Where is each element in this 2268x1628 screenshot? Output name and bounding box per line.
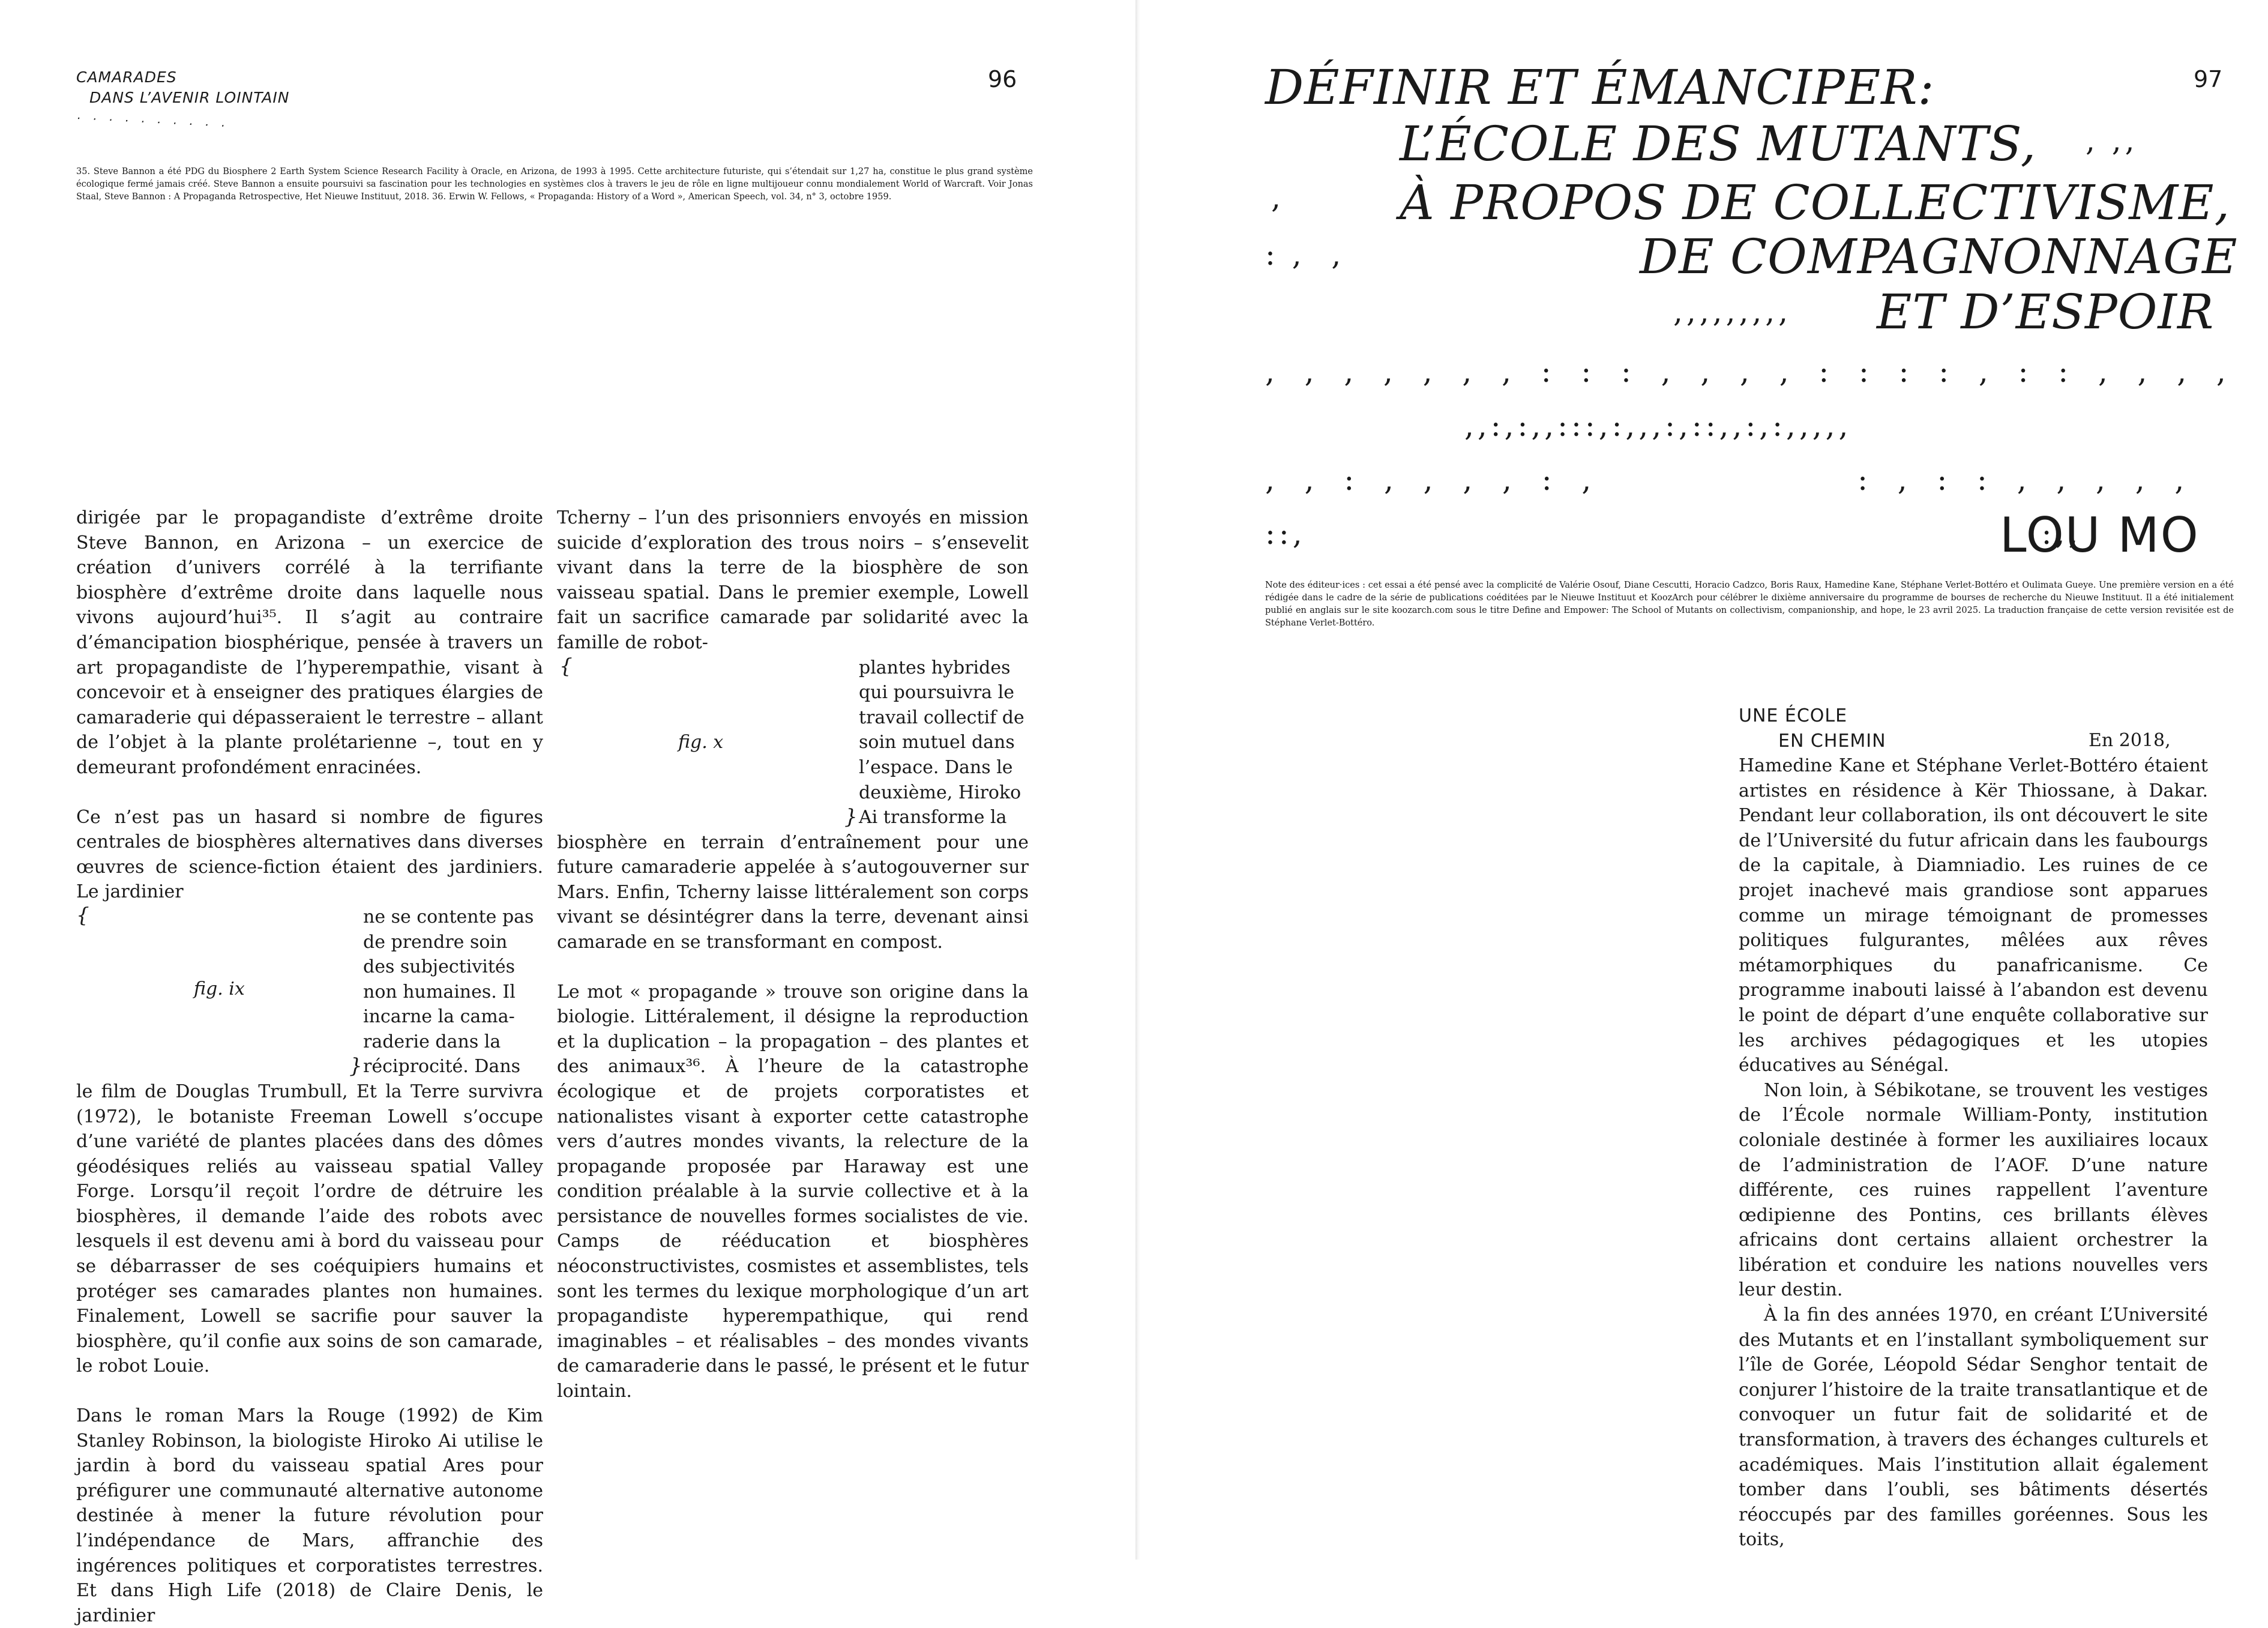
paragraph: le film de Douglas Trumbull, Et la Terre survivra (1972), le botaniste Freeman Lowell s’occupe d’une variété de plantes placées dans des dômes géodésiques reliés au vaisseau spatial Valley Forge. Lorsqu’il reçoit l’ordre de détruire les biosphères, il demande l’aide des robots avec lesquels il est devenu ami à bord du vaisseau pour se débarrasser de ses coéquipiers humains et protéger ses camarades plantes non humaines. Finalement, Lowell se sacrifie pour sauver la biosphère, qu’il confie aux soins de son camarade, le robot Louie.	[76, 1081, 543, 1377]
figure-label: fig. x	[678, 731, 724, 753]
figure-wrap-text	[363, 905, 543, 1079]
paragraph-start: En 2018,	[2089, 730, 2171, 751]
wrap-line: de prendre soin	[363, 931, 508, 953]
footnotes: 35. Steve Bannon a été PDG du Biosphere 2 Earth System Science Research Facility à Oracle, en Arizona, de 1993 à 1995. Cette architecture futuriste, qui s’étendait sur 1,27 ha, constitue le plus grand système écologique fermé jamais créé. Steve Bannon a ensuite poursuivi sa fascination pour les technologies en systèmes clos à travers le jeu de rôle en ligne multijoueur connu mondialement World of Warcraft. Voir Jonas Staal, Steve Bannon : A Propaganda Retrospective, Het Nieuwe Instituut, 2018. 36. Erwin W. Fellows, « Propaganda: History of a Word », American Speech, vol. 34, n° 3, octobre 1959.	[76, 167, 1033, 202]
section-heading	[1739, 704, 1886, 753]
running-head-line1: CAMARADES	[76, 68, 177, 86]
title-line-5: ET D’ESPOIR	[1877, 284, 2215, 340]
wrap-line: des subjectivités	[363, 956, 516, 978]
paragraph: Le mot « propagande » trouve son origine dans la biologie. Littéralement, il désigne la reproduction et la duplication – la propagation – des plantes et des animaux³⁶. À l’heure de la catastrophe écologique et de projets corporatistes et nationalistes visant à exporter cette catastrophe vers d’autres mondes vivants, la relecture de la propagande proposée par Haraway est une condition préalable à la survie collective et à la persistance de nouvelles formes socialistes de vie. Camps de rééducation et biosphères néoconstructivistes, cosmistes et assemblistes, tels sont les termes du lexique morphologique d’un art propagandiste hyperempathique, qui rend imaginables – et réalisables – des mondes vivants de camaraderie dans le passé, le présent et le futur lointain.	[557, 981, 1029, 1402]
wrap-line: incarne la cama-	[363, 1006, 515, 1028]
right-page	[1140, 0, 2268, 1560]
paragraph: biosphère en terrain d’entraînement pour une future camaraderie appelée à s’autogouverner sur Mars. Enfin, Tcherny laisse littéralement son corps vivant se désintégrer dans la terre, devenant ainsi camarade en se transformant en compost.	[557, 831, 1029, 953]
left-column-2	[557, 505, 1029, 1404]
running-head-dots: . . . . . . . . . .	[77, 107, 230, 130]
author-name: LOU MO	[2000, 507, 2200, 563]
title-line-2: L’ÉCOLE DES MUTANTS,	[1400, 116, 2037, 172]
page-number-left: 96	[988, 66, 1017, 92]
punctuation-row: ::, :,,	[1265, 516, 2082, 551]
paragraph: Tcherny – l’un des prisonniers envoyés en mission suicide d’exploration des trous noirs – s’ensevelit vivant dans la terre de la biosphère de son vaisseau spatial. Dans le premier exemple, Lowell fait un sacrifice camarade par solidarité avec la famille de robot-	[557, 507, 1029, 653]
title-punctuation: : , ,	[1265, 237, 1345, 272]
paragraph: Non loin, à Sébikotane, se trouvent les vestiges de l’École normale William-Ponty, institution coloniale destinée à former les auxiliaires locaux de l’administration de l’AOF. D’une nature différente, ces ruines rappellent l’aventure œdipienne des Pontins, ces brillants élèves africains dont certains allaient orchestrer la libération et conduire les nations nouvelles vers leur destin.	[1739, 1079, 2208, 1301]
paragraph: Ce n’est pas un hasard si nombre de figures centrales de biosphères alternatives dans diverses œuvres de science-fiction étaient des jardiniers. Le jardinier	[76, 806, 543, 903]
running-head	[76, 67, 290, 130]
paragraph: À la fin des années 1970, en créant L’Université des Mutants et en l’installant symboliquement sur l’île de Gorée, Léopold Sédar Senghor tentait de conjurer l’histoire de la traite transatlantique et de convoquer un futur fait de solidarité et de transformation, à travers des échanges culturels et académiques. Mais l’institution allait également tomber dans l’oubli, ses bâtiments désertés réoccupés par des familles goréennes. Sous les toits,	[1739, 1304, 2208, 1551]
left-column-1	[76, 505, 543, 1628]
figure-wrap-block	[76, 905, 543, 1079]
figure-label: fig. ix	[194, 978, 245, 999]
running-head-line2: DANS L’AVENIR LOINTAIN	[89, 89, 290, 106]
book-gutter	[1136, 0, 1140, 1560]
bracket-close-glyph: }	[844, 804, 858, 829]
title-punctuation: ,,,,,,,,,	[1673, 294, 1792, 329]
bracket-open-glyph: {	[76, 903, 89, 927]
punctuation-row: ,,:,:,,:::,:,,,:,::,,:,:,,,,,	[1464, 408, 1852, 443]
right-column	[1739, 753, 2208, 1552]
wrap-line: raderie dans la	[363, 1031, 501, 1052]
bracket-close-glyph: }	[349, 1054, 362, 1078]
paragraph: dirigée par le propagandiste d’extrême droite Steve Bannon, en Arizona – un exercice de création d’univers corrélé à la terrifiante biosphère d’extrême droite dans laquelle nous vivons aujourd’hui³⁵. Il s’agit au contraire d’émancipation biosphérique, pensée à travers un art propagandiste de l’hyperempathie, visant à concevoir et à enseigner des pratiques élargies de camaraderie qui dépasseraient le terrestre – allant de l’objet à la plante prolétarienne –, tout en y demeurant profondément enracinées.	[76, 507, 543, 778]
paragraph: Hamedine Kane et Stéphane Verlet-Bottéro étaient artistes en résidence à Kër Thiossane, à Dakar. Pendant leur collaboration, ils ont découvert le site de l’Université du futur africain dans les faubourgs de la capitale, à Diamniadio. Les ruines de ce projet inachevé mais grandiose sont apparues comme un mirage témoignant de promesses politiques fulgurantes, mêlées aux rêves métamorphiques du panafricanisme. Ce programme inabouti laissé à l’abandon est devenu le point de départ d’une enquête collaborative sur les archives pédagogiques et les utopies éducatives au Sénégal.	[1739, 755, 2208, 1076]
wrap-line: réciprocité. Dans	[363, 1056, 521, 1078]
wrap-line: soin mutuel dans	[859, 732, 1015, 753]
wrap-line: deuxième, Hiroko	[859, 782, 1021, 803]
page-number-right: 97	[2194, 66, 2223, 92]
punctuation-row: , , , , , , , : : : , , , , : : : : , : : , , , ,	[1265, 354, 2230, 389]
wrap-line: ne se contente pas	[363, 906, 534, 927]
title-line-1: DÉFINIR ET ÉMANCIPER:	[1265, 59, 1935, 115]
wrap-line: l’espace. Dans le	[859, 756, 1013, 778]
wrap-line: plantes hybrides	[859, 657, 1011, 678]
title-punctuation: ,	[1271, 180, 1284, 215]
bracket-open-glyph: {	[559, 654, 573, 678]
section-heading-line2: EN CHEMIN	[1778, 730, 1886, 752]
title-punctuation: , ,,	[2086, 123, 2138, 158]
punctuation-row: , , : , , , , : , : , : : , , , , ,	[1265, 462, 2188, 497]
title-line-3: À PROPOS DE COLLECTIVISME,	[1400, 175, 2231, 231]
editors-note: Note des éditeur·ices : cet essai a été pensé avec la complicité de Valérie Osouf, Diane Cescutti, Horacio Cadzco, Boris Raux, Hamedine Kane, Stéphane Verlet-Bottéro et Oulimata Gueye. Une première version en a été rédigée dans le cadre de la série de publications coéditées par le Nieuwe Instituut et KoozArch pour célébrer le dixième anniversaire du programme de bourses de recherche du Nieuwe Instituut. Il a été initialement publié en anglais sur le site koozarch.com sous le titre Define and Empower: The School of Mutants on collectivism, companionship, and hope, le 23 avril 2025. La traduction française de cette version revisitée est de Stéphane Verlet-Bottéro.	[1265, 580, 2234, 628]
section-heading-line1: UNE ÉCOLE	[1739, 705, 1848, 726]
wrap-line: non humaines. Il	[363, 981, 516, 1002]
wrap-line: Ai transforme la	[859, 807, 1007, 828]
figure-wrap-block	[557, 656, 1029, 830]
wrap-line: qui poursuivra le	[859, 682, 1014, 704]
paragraph: Dans le roman Mars la Rouge (1992) de Kim Stanley Robinson, la biologiste Hiroko Ai utilise le jardin à bord du vaisseau spatial Ares pour préfigurer une communauté alternative autonome destinée à mener la future révolution pour l’indépendance de Mars, affranchie des ingérences politiques et corporatistes terrestres. Et dans High Life (2018) de Claire Denis, le jardinier	[76, 1405, 543, 1626]
figure-wrap-text	[859, 656, 1029, 830]
wrap-line: travail collectif de	[859, 707, 1024, 728]
title-line-4: DE COMPAGNONNAGE	[1640, 229, 2238, 285]
